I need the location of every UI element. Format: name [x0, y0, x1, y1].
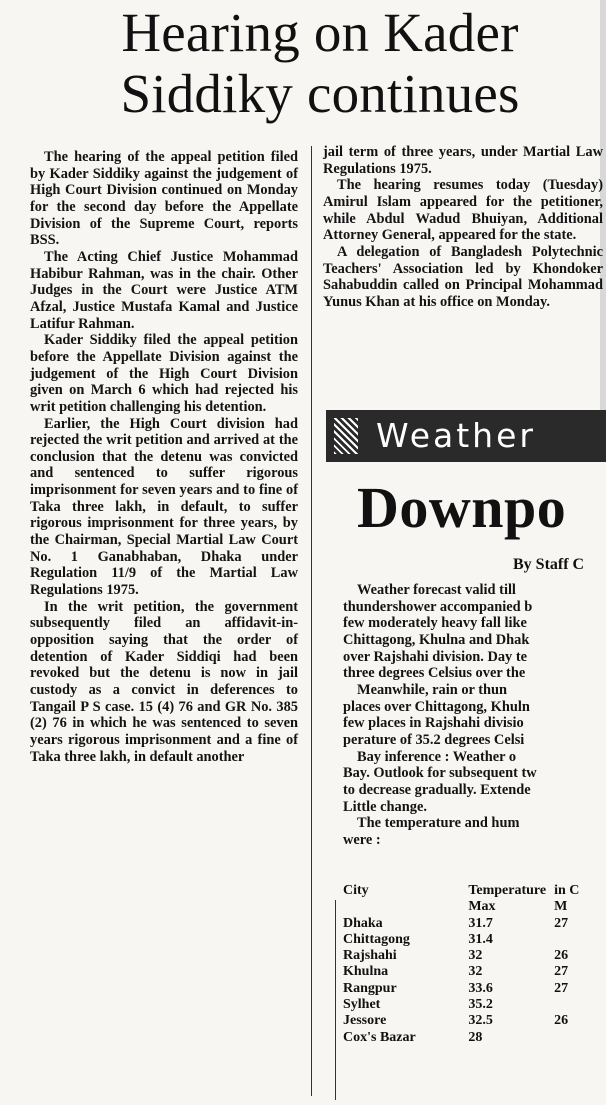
table-row: Rajshahi 32 26 [343, 948, 569, 964]
weather-paragraph: Weather forecast valid till thundershower accompanied b few moderately heavy fall like Chittagong, Khulna and Dhak over Rajshahi division. Day te three degrees Celsius over the [343, 582, 533, 682]
table-header-row [343, 883, 606, 899]
table-row: Khulna 32 27 [343, 964, 569, 980]
header-city: City [343, 883, 369, 898]
table-row: Chittagong 31.4 [343, 931, 493, 947]
table-subheader-row [343, 899, 606, 915]
table-row: Rangpur 33.6 27 [343, 980, 569, 996]
headline-line-1: Hearing on Kader [121, 2, 519, 63]
article-column-1 [30, 149, 298, 765]
article-paragraph: In the writ petition, the government subsequently filed an affidavit-in-opposition saying that the order of detention of Kader Siddiqi had been revoked but the detenu is now in jail custody as a convict in deferences to Tangail P S case. 15 (4) 76 and GR No. 385 (2) 76 in which he was sentenced to seven years rigorous imprisonment and a fine of Taka three lakh, in default another [30, 598, 298, 765]
weather-headline: Downpo [357, 475, 567, 540]
article-paragraph: Kader Siddiky filed the appeal petition before the Appellate Division against the judgement of the High Court Division given on March 6 which had rejected his writ petition challenging his detention. [30, 332, 298, 415]
headline-line-2: Siddiky continues [120, 63, 520, 124]
banner-ornament [334, 418, 358, 454]
column-rule [311, 146, 312, 1096]
weather-banner-text: Weather [376, 416, 536, 455]
weather-paragraph: The temperature and hum were : [343, 815, 520, 848]
article-paragraph: The hearing resumes today (Tuesday) Amirul Islam appeared for the petitioner, while Abdul Wadud Bhuiyan, Additional Attorney General, appeared for the state. [323, 177, 603, 244]
header-max: Max [468, 899, 496, 915]
temperature-table [343, 883, 606, 1046]
weather-banner [326, 410, 606, 462]
table-row: Dhaka 31.7 27 [343, 915, 569, 931]
article-paragraph: The hearing of the appeal petition filed by Kader Siddiky against the judgement of High Court Division continued on Monday for the second day before the Appellate Division of the Supreme Court, reports BSS. [30, 149, 298, 249]
article-paragraph: jail term of three years, under Martial Law Regulations 1975. [323, 144, 603, 177]
weather-paragraph: Bay inference : Weather o Bay. Outlook for subsequent tw to decrease gradually. Extende Little change. [343, 748, 537, 815]
weather-byline: By Staff C [513, 556, 585, 573]
table-row: Jessore 32.5 26 [343, 1013, 569, 1029]
article-headline [40, 2, 600, 124]
article-paragraph: The Acting Chief Justice Mohammad Habibur Rahman, was in the chair. Other Judges in the Court were Justice ATM Afzal, Justice Mustafa Kamal and Justice Latifur Rahman. [30, 248, 298, 332]
header-in: in C [554, 883, 580, 898]
weather-column [343, 582, 606, 849]
table-row: Sylhet 35.2 [343, 997, 493, 1013]
table-rule [335, 900, 336, 1100]
article-column-2 [323, 144, 603, 311]
article-paragraph: A delegation of Bangladesh Polytechnic Teachers' Association led by Khondoker Sahabuddin called on Principal Mohammad Yunus Khan at his office on Monday. [323, 243, 603, 310]
header-min: M [554, 899, 568, 915]
weather-paragraph: Meanwhile, rain or thun places over Chittagong, Khuln few places in Rajshahi divisio perature of 35.2 degrees Celsi [343, 681, 530, 748]
table-row: Cox's Bazar 28 [343, 1029, 483, 1045]
article-paragraph: Earlier, the High Court division had rejected the writ petition and arrived at the conclusion that the detenu was convicted and sentenced to suffer rigorous imprisonment for seven years and to fine of Taka three lakh, in default, to suffer rigorous imprisonment for three years, by the Chairman, Special Martial Law Court No. 1 Ganabhaban, Dhaka under Regulation 11/9 of the Martial Law Regulations 1975. [30, 415, 298, 599]
header-temperature: Temperature [468, 883, 547, 898]
